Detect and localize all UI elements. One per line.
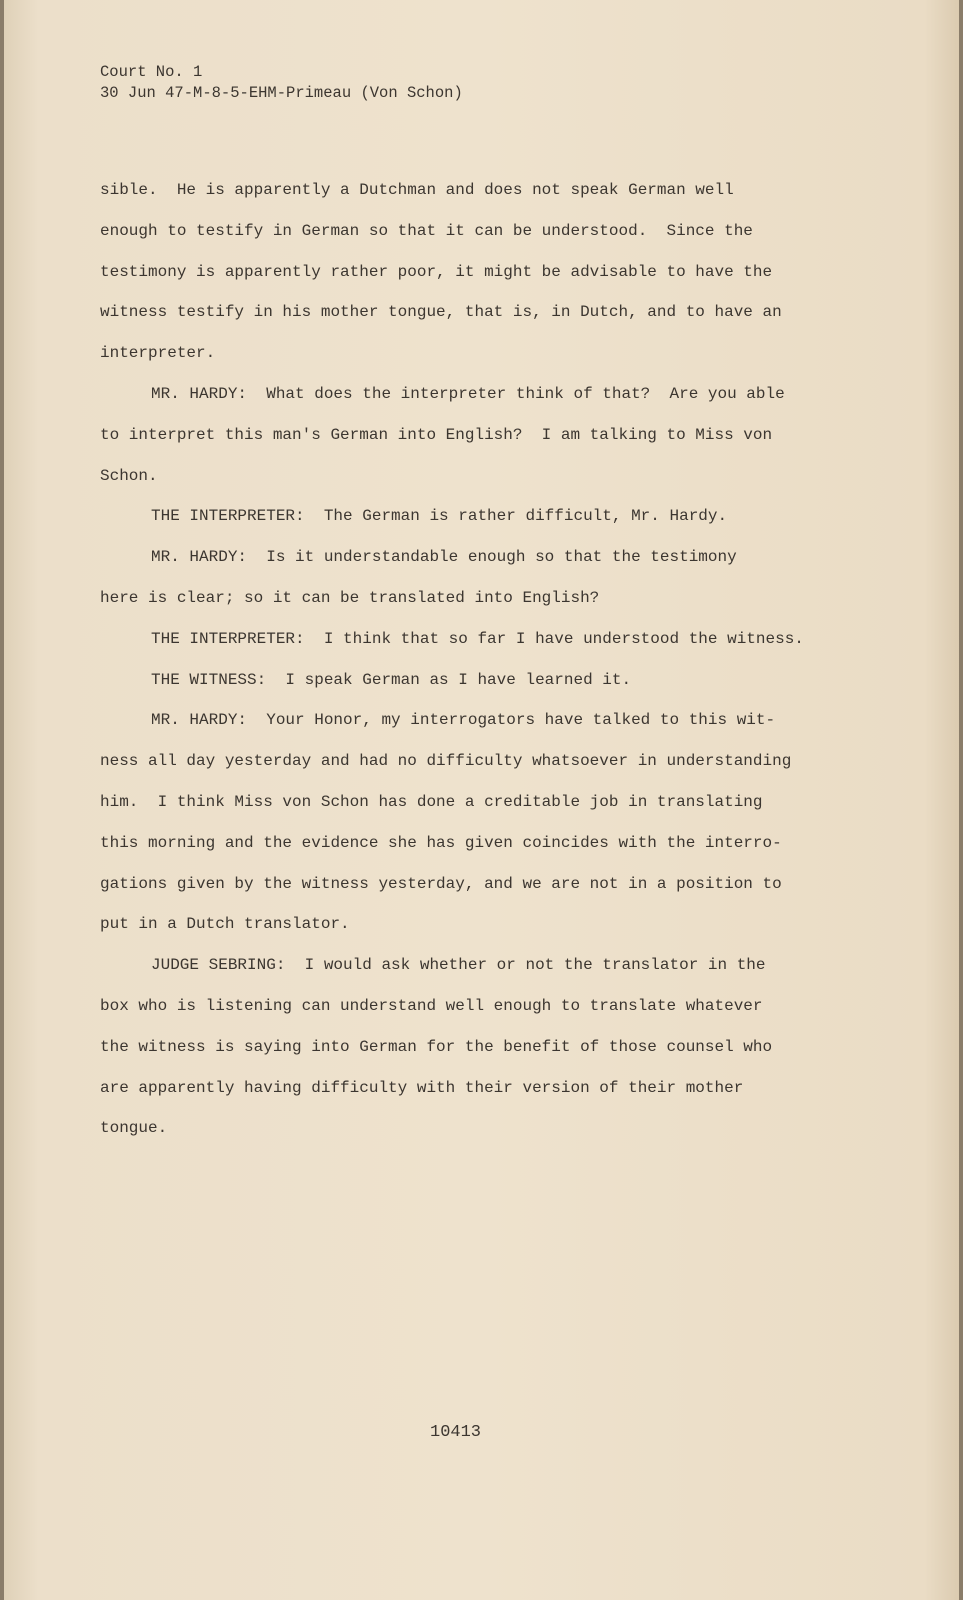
- transcript-line: ness all day yesterday and had no difficulty whatsoever in understanding: [100, 752, 792, 771]
- transcript-line: box who is listening can understand well enough to translate whatever: [100, 996, 763, 1015]
- transcript-line: here is clear; so it can be translated into English?: [100, 588, 600, 607]
- transcript-line: are apparently having difficulty with their version of their mother: [100, 1078, 744, 1097]
- transcript-line: this morning and the evidence she has given coincides with the interro-: [100, 833, 782, 852]
- transcript-line: sible. He is apparently a Dutchman and does not speak German well: [100, 181, 734, 199]
- left-page-edge: [0, 0, 4, 1600]
- transcript-line: the witness is saying into German for the benefit of those counsel who: [100, 1037, 773, 1056]
- page-number: 10413: [430, 1423, 482, 1442]
- transcript-line: to interpret this man's German into English? I am talking to Miss von: [100, 425, 773, 444]
- transcript-line: gations given by the witness yesterday, and we are not in a position to: [100, 874, 782, 893]
- transcript-line: tongue.: [100, 1119, 168, 1138]
- transcript-reference: 30 Jun 47-M-8-5-EHM-Primeau (Von Schon): [100, 84, 463, 102]
- document-header: [100, 62, 463, 104]
- right-page-edge: [959, 0, 963, 1600]
- transcript-line: Schon.: [100, 466, 158, 485]
- transcript-line: him. I think Miss von Schon has done a creditable job in translating: [100, 792, 763, 811]
- transcript-line: THE INTERPRETER: I think that so far I have understood the witness.: [151, 629, 804, 648]
- transcript-line: MR. HARDY: What does the interpreter think of that? Are you able: [151, 384, 785, 403]
- transcript-line: THE INTERPRETER: The German is rather difficult, Mr. Hardy.: [151, 507, 728, 526]
- transcript-line: MR. HARDY: Is it understandable enough so that the testimony: [151, 548, 737, 567]
- transcript-line: interpreter.: [100, 344, 216, 363]
- transcript-line: witness testify in his mother tongue, that is, in Dutch, and to have an: [100, 303, 782, 322]
- transcript-line: put in a Dutch translator.: [100, 915, 350, 934]
- transcript-body: [100, 178, 804, 1157]
- transcript-line: enough to testify in German so that it can be understood. Since the: [100, 221, 753, 240]
- transcript-line: JUDGE SEBRING: I would ask whether or not the translator in the: [151, 956, 766, 975]
- court-number: Court No. 1: [100, 63, 203, 81]
- transcript-line: MR. HARDY: Your Honor, my interrogators have talked to this wit-: [151, 711, 776, 730]
- transcript-line: THE WITNESS: I speak German as I have learned it.: [151, 670, 632, 689]
- transcript-line: testimony is apparently rather poor, it might be advisable to have the: [100, 262, 773, 281]
